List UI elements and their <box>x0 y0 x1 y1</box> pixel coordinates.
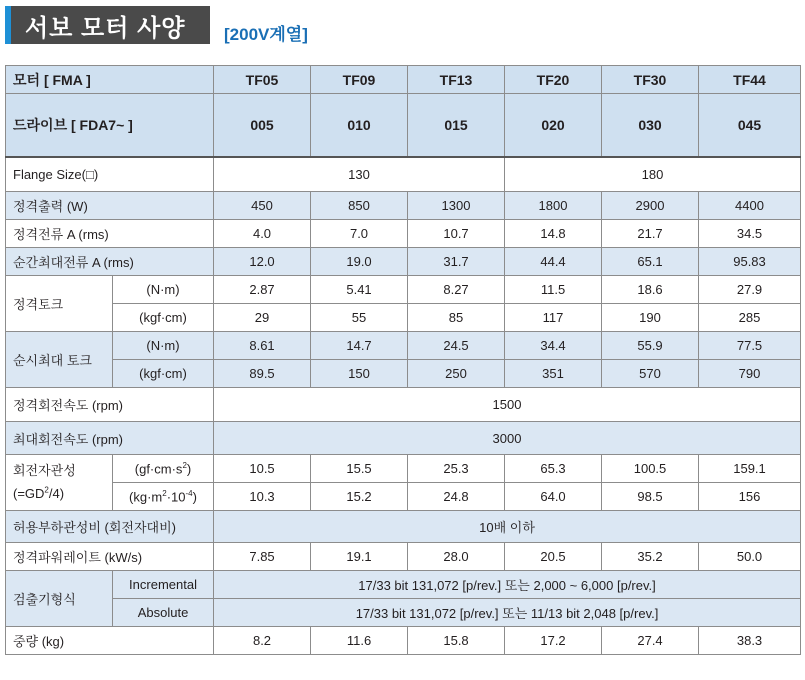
table-cell: 18.6 <box>602 276 699 304</box>
encoder-row-1 <box>6 571 801 599</box>
encoder-type: Absolute <box>113 599 214 627</box>
page-subtitle: [200V계열] <box>224 25 308 44</box>
inertia-label-text: /4) <box>48 486 65 502</box>
unit-text: ·10 <box>166 489 186 505</box>
table-cell: 65.1 <box>602 248 699 276</box>
table-cell: 27.4 <box>602 627 699 655</box>
table-cell: 55 <box>311 304 408 332</box>
table-cell: 8.61 <box>214 332 311 360</box>
rated-current-row <box>6 220 801 248</box>
unit-text: ) <box>192 489 197 505</box>
table-cell: 77.5 <box>699 332 801 360</box>
drive-model: 005 <box>214 94 311 158</box>
table-cell: 65.3 <box>505 455 602 483</box>
table-cell: 17.2 <box>505 627 602 655</box>
table-cell: 250 <box>408 360 505 388</box>
peak-current-label: 순간최대전류 A (rms) <box>6 248 214 276</box>
motor-model: TF13 <box>408 66 505 94</box>
unit-text: (gf·cm·s <box>134 461 183 477</box>
table-cell: 7.85 <box>214 543 311 571</box>
load-inertia-label: 허용부하관성비 (회전자대비) <box>6 511 214 543</box>
table-cell: 5.41 <box>311 276 408 304</box>
unit-text: (kg·m <box>129 489 163 505</box>
table-cell: 7.0 <box>311 220 408 248</box>
table-cell: 19.0 <box>311 248 408 276</box>
table-cell: 55.9 <box>602 332 699 360</box>
inertia-label-text: (=GD <box>13 486 45 502</box>
drive-header-row <box>6 94 801 158</box>
table-cell: 34.4 <box>505 332 602 360</box>
superscript: 2 <box>44 485 49 495</box>
motor-model: TF09 <box>311 66 408 94</box>
table-cell: 98.5 <box>602 483 699 511</box>
inertia-row-2 <box>6 483 801 511</box>
max-speed-row <box>6 422 801 455</box>
table-cell: 35.2 <box>602 543 699 571</box>
flange-label: Flange Size(□) <box>6 157 214 192</box>
drive-model: 010 <box>311 94 408 158</box>
table-cell: 159.1 <box>699 455 801 483</box>
rated-speed-value: 1500 <box>214 388 801 422</box>
drive-model: 015 <box>408 94 505 158</box>
table-cell: 34.5 <box>699 220 801 248</box>
table-cell: 29 <box>214 304 311 332</box>
table-cell: 570 <box>602 360 699 388</box>
power-rate-row <box>6 543 801 571</box>
table-cell: 31.7 <box>408 248 505 276</box>
table-cell: 15.5 <box>311 455 408 483</box>
table-cell: 44.4 <box>505 248 602 276</box>
table-cell: 150 <box>311 360 408 388</box>
rated-torque-row-1 <box>6 276 801 304</box>
flange-value: 130 <box>214 157 505 192</box>
encoder-type: Incremental <box>113 571 214 599</box>
table-cell: 89.5 <box>214 360 311 388</box>
table-cell: 2900 <box>602 192 699 220</box>
table-cell: 117 <box>505 304 602 332</box>
motor-label: 모터 [ FMA ] <box>6 66 214 94</box>
superscript: 2 <box>162 488 167 498</box>
table-cell: 85 <box>408 304 505 332</box>
drive-model: 020 <box>505 94 602 158</box>
section-header <box>0 0 805 52</box>
max-speed-label: 최대회전속도 (rpm) <box>6 422 214 455</box>
table-cell: 64.0 <box>505 483 602 511</box>
rated-speed-row <box>6 388 801 422</box>
encoder-value: 17/33 bit 131,072 [p/rev.] 또는 2,000 ~ 6,000 [p/rev.] <box>214 571 801 599</box>
load-inertia-value: 10배 이하 <box>214 511 801 543</box>
encoder-row-2 <box>6 599 801 627</box>
table-cell: 2.87 <box>214 276 311 304</box>
motor-model: TF44 <box>699 66 801 94</box>
table-cell: 15.2 <box>311 483 408 511</box>
table-cell: 15.8 <box>408 627 505 655</box>
table-cell: 95.83 <box>699 248 801 276</box>
weight-row <box>6 627 801 655</box>
table-cell: 850 <box>311 192 408 220</box>
rated-torque-label: 정격토크 <box>6 276 113 332</box>
table-cell: 38.3 <box>699 627 801 655</box>
peak-torque-label: 순시최대 토크 <box>6 332 113 388</box>
inertia-label-line2 <box>13 486 64 501</box>
weight-label: 중량 (kg) <box>6 627 214 655</box>
table-cell: 27.9 <box>699 276 801 304</box>
table-cell: 21.7 <box>602 220 699 248</box>
superscript: -4 <box>185 488 193 498</box>
table-cell: 12.0 <box>214 248 311 276</box>
load-inertia-row <box>6 511 801 543</box>
inertia-label-line1: 회전자관성 <box>13 462 76 478</box>
table-cell: 285 <box>699 304 801 332</box>
spec-table <box>5 65 801 655</box>
peak-torque-row-1 <box>6 332 801 360</box>
rated-output-row <box>6 192 801 220</box>
flange-value: 180 <box>505 157 801 192</box>
table-cell: 351 <box>505 360 602 388</box>
rated-torque-unit: (N·m) <box>113 276 214 304</box>
table-cell: 450 <box>214 192 311 220</box>
drive-model: 045 <box>699 94 801 158</box>
peak-torque-unit: (N·m) <box>113 332 214 360</box>
table-cell: 4400 <box>699 192 801 220</box>
table-cell: 11.5 <box>505 276 602 304</box>
encoder-label: 검출기형식 <box>6 571 113 627</box>
table-cell: 24.5 <box>408 332 505 360</box>
encoder-value: 17/33 bit 131,072 [p/rev.] 또는 11/13 bit 2,048 [p/rev.] <box>214 599 801 627</box>
table-cell: 156 <box>699 483 801 511</box>
inertia-label <box>6 455 113 511</box>
rated-torque-row-2 <box>6 304 801 332</box>
table-cell: 1800 <box>505 192 602 220</box>
table-cell: 19.1 <box>311 543 408 571</box>
power-rate-label: 정격파워레이트 (kW/s) <box>6 543 214 571</box>
motor-model: TF30 <box>602 66 699 94</box>
motor-model: TF05 <box>214 66 311 94</box>
rated-output-label: 정격출력 (W) <box>6 192 214 220</box>
rated-speed-label: 정격회전속도 (rpm) <box>6 388 214 422</box>
table-cell: 20.5 <box>505 543 602 571</box>
drive-label: 드라이브 [ FDA7~ ] <box>6 94 214 158</box>
table-cell: 790 <box>699 360 801 388</box>
page-title: 서보 모터 사양 <box>25 14 186 42</box>
table-cell: 8.27 <box>408 276 505 304</box>
max-speed-value: 3000 <box>214 422 801 455</box>
table-cell: 8.2 <box>214 627 311 655</box>
peak-torque-unit: (kgf·cm) <box>113 360 214 388</box>
table-cell: 14.8 <box>505 220 602 248</box>
table-cell: 50.0 <box>699 543 801 571</box>
unit-text: ) <box>186 461 192 477</box>
table-cell: 28.0 <box>408 543 505 571</box>
table-cell: 24.8 <box>408 483 505 511</box>
peak-torque-row-2 <box>6 360 801 388</box>
table-cell: 10.7 <box>408 220 505 248</box>
table-cell: 14.7 <box>311 332 408 360</box>
table-cell: 25.3 <box>408 455 505 483</box>
table-cell: 11.6 <box>311 627 408 655</box>
table-cell: 10.3 <box>214 483 311 511</box>
superscript: 2 <box>182 460 187 470</box>
table-cell: 1300 <box>408 192 505 220</box>
table-cell: 100.5 <box>602 455 699 483</box>
inertia-row-1 <box>6 455 801 483</box>
motor-header-row <box>6 66 801 94</box>
table-cell: 4.0 <box>214 220 311 248</box>
table-cell: 10.5 <box>214 455 311 483</box>
title-box <box>5 6 210 44</box>
motor-model: TF20 <box>505 66 602 94</box>
rated-torque-unit: (kgf·cm) <box>113 304 214 332</box>
flange-row <box>6 157 801 192</box>
inertia-unit <box>113 483 214 511</box>
rated-current-label: 정격전류 A (rms) <box>6 220 214 248</box>
drive-model: 030 <box>602 94 699 158</box>
table-cell: 190 <box>602 304 699 332</box>
peak-current-row <box>6 248 801 276</box>
inertia-unit <box>113 455 214 483</box>
